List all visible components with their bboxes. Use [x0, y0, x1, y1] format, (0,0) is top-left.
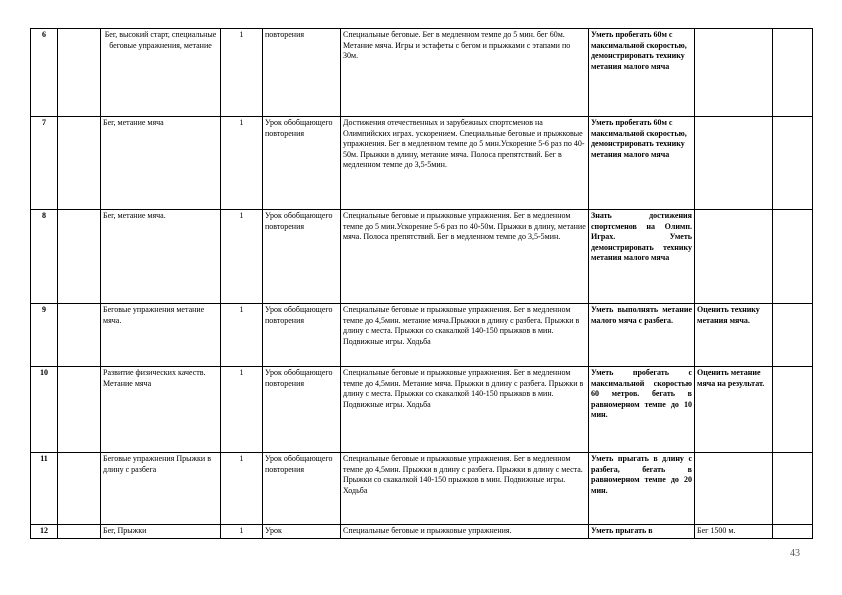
lesson-date — [773, 210, 813, 304]
empty-cell — [58, 367, 101, 453]
lesson-type: Урок обобщающего повторения — [263, 453, 341, 525]
lesson-content: Специальные беговые и прыжковые упражнения. Бег в медленном темпе до 5 мин.Ускорение 5-6 раз по 40-50м. Прыжки в длину, метание мяча. Полоса препятствий. Бег в медленном темпе до 3,5-5мин. — [341, 210, 589, 304]
lesson-hours: 1 — [221, 29, 263, 117]
lesson-topic: Беговые упражнения Прыжки в длину с разбега — [101, 453, 221, 525]
table-row — [31, 525, 813, 539]
empty-cell — [58, 525, 101, 539]
lesson-hours: 1 — [221, 210, 263, 304]
lesson-requirements: Уметь пробегать 60м с максимальной скоростью, демонстрировать технику метания малого мяча — [589, 117, 695, 210]
table-row — [31, 29, 813, 117]
lesson-content: Достижения отечественных и зарубежных спортсменов на Олимпийских играх. ускорением. Специальные беговые и прыжковые упражнения. Бег в медленном темпе до 5 мин.Ускорение 5-6 раз по 40-50м. Прыжки в длину, метание мяча. Полоса препятствий. Бег в медленном темпе до 3,5-5мин. — [341, 117, 589, 210]
table-row — [31, 117, 813, 210]
lesson-type: повторения — [263, 29, 341, 117]
lesson-hours: 1 — [221, 367, 263, 453]
lesson-requirements: Уметь прыгать в — [589, 525, 695, 539]
lesson-number: 9 — [31, 304, 58, 367]
empty-cell — [58, 304, 101, 367]
empty-cell — [58, 117, 101, 210]
lesson-type: Урок обобщающего повторения — [263, 117, 341, 210]
lesson-topic: Беговые упражнения метание мяча. — [101, 304, 221, 367]
lesson-control — [695, 210, 773, 304]
lesson-date — [773, 117, 813, 210]
table-row — [31, 453, 813, 525]
lesson-number: 8 — [31, 210, 58, 304]
empty-cell — [58, 453, 101, 525]
lesson-hours: 1 — [221, 117, 263, 210]
lesson-topic: Бег, метание мяча. — [101, 210, 221, 304]
lesson-requirements: Знать достижения спортсменов на Олимп. Играх. Уметь демонстрировать технику метания малого мяча — [589, 210, 695, 304]
lesson-date — [773, 29, 813, 117]
lesson-hours: 1 — [221, 304, 263, 367]
table-row — [31, 210, 813, 304]
lesson-topic: Бег, высокий старт, специальные беговые упражнения, метание — [101, 29, 221, 117]
lesson-topic: Бег, Прыжки — [101, 525, 221, 539]
lesson-control: Бег 1500 м. — [695, 525, 773, 539]
lesson-number: 11 — [31, 453, 58, 525]
lesson-control — [695, 29, 773, 117]
lesson-date — [773, 367, 813, 453]
lesson-number: 6 — [31, 29, 58, 117]
lesson-topic: Бег, метание мяча — [101, 117, 221, 210]
lesson-number: 7 — [31, 117, 58, 210]
lesson-type: Урок обобщающего повторения — [263, 304, 341, 367]
lesson-hours: 1 — [221, 453, 263, 525]
lesson-requirements: Уметь выполнять метание малого мяча с разбега. — [589, 304, 695, 367]
lesson-requirements: Уметь пробегать 60м с максимальной скоростью, демонстрировать технику метания малого мяча — [589, 29, 695, 117]
lesson-content: Специальные беговые и прыжковые упражнения. — [341, 525, 589, 539]
empty-cell — [58, 29, 101, 117]
lesson-content: Специальные беговые и прыжковые упражнения. Бег в медленном темпе до 4,5мин. Прыжки в длину с разбега. Прыжки в длину с места. Прыжки со скакалкой 140-150 прыжков в мин. Подвижные игры. Ходьба — [341, 453, 589, 525]
lesson-number: 10 — [31, 367, 58, 453]
lesson-type: Урок обобщающего повторения — [263, 367, 341, 453]
empty-cell — [58, 210, 101, 304]
lesson-date — [773, 304, 813, 367]
table-row — [31, 304, 813, 367]
lesson-content: Специальные беговые и прыжковые упражнения. Бег в медленном темпе до 4,5мин. Метание мяча. Прыжки в длину с разбега. Прыжки в длину с места. Прыжки со скакалкой 140-150 прыжков в мин. Подвижные игры. Ходьба — [341, 367, 589, 453]
lesson-requirements: Уметь прыгать в длину с разбега, бегать в равномерном темпе до 20 мин. — [589, 453, 695, 525]
page-number: 43 — [790, 548, 800, 559]
lesson-date — [773, 525, 813, 539]
lesson-number: 12 — [31, 525, 58, 539]
lesson-content: Специальные беговые. Бег в медленном темпе до 5 мин. бег 60м. Метание мяча. Игры и эстафеты с бегом и прыжками с этапами по 30м. — [341, 29, 589, 117]
lesson-plan-table — [30, 28, 813, 539]
lesson-topic: Развитие физических качеств. Метание мяча — [101, 367, 221, 453]
lesson-control — [695, 117, 773, 210]
lesson-content: Специальные беговые и прыжковые упражнения. Бег в медленном темпе до 4,5мин. метание мяча.Прыжки в длину с разбега. Прыжки в длину с места. Прыжки со скакалкой 140-150 прыжков в мин. Подвижные игры. Ходьба — [341, 304, 589, 367]
lesson-control — [695, 453, 773, 525]
table-row — [31, 367, 813, 453]
lesson-hours: 1 — [221, 525, 263, 539]
lesson-date — [773, 453, 813, 525]
lesson-type: Урок — [263, 525, 341, 539]
lesson-control: Оценить технику метания мяча. — [695, 304, 773, 367]
lesson-control: Оценить метание мяча на результат. — [695, 367, 773, 453]
lesson-type: Урок обобщающего повторения — [263, 210, 341, 304]
lesson-requirements: Уметь пробегать с максимальной скоростью 60 метров. бегать в равномерном темпе до 10 мин. — [589, 367, 695, 453]
